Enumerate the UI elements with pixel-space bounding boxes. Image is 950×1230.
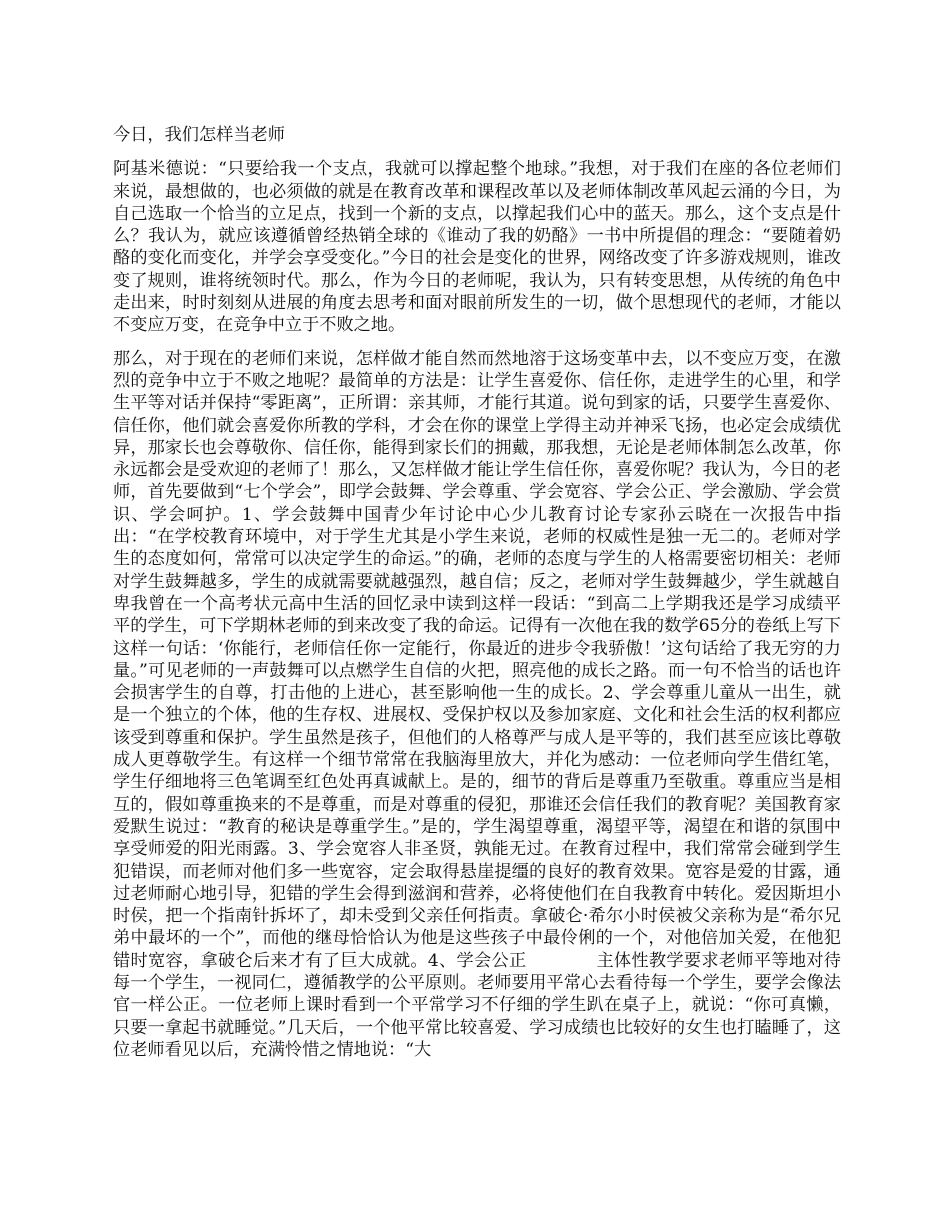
document-title: 今日，我们怎样当老师 (113, 125, 285, 145)
paragraph: 阿基米德说：“只要给我一个支点，我就可以撑起整个地球。”我想，对于我们在座的各位老师们来说，最想做的，也必须做的就是在教育改革和课程改革以及老师体制改革风起云涌的今日，为自己选取一个恰当的立足点，找到一个新的支点，以撑起我们心中的蓝天。那么，这个支点是什么？我认为，就应该遵循曾经热销全球的《谁动了我的奶酪》一书中所提倡的理念：“要随着奶酪的变化而变化，并学会享受变化。”今日的社会是变化的世界，网络改变了许多游戏规则，谁改变了规则，谁将统领时代。那么，作为今日的老师呢，我认为，只有转变思想，从传统的角色中走出来，时时刻刻从进展的角度去思考和面对眼前所发生的一切，做个思想现代的老师，才能以不变应万变，在竞争中立于不败之地。 (113, 159, 841, 336)
document-body (113, 124, 841, 1072)
paragraph: 那么，对于现在的老师们来说，怎样做才能自然而然地溶于这场变革中去，以不变应万变，在激烈的竞争中立于不败之地呢？最简单的方法是：让学生喜爱你、信任你，走进学生的心里，和学生平等对话并保持“零距离”，正所谓：亲其师，才能行其道。说句到家的话，只要学生喜爱你、信任你，他们就会喜爱你所教的学科，才会在你的课堂上学得主动并神采飞扬，也必定会成绩优异，那家长也会尊敬你、信任你，能得到家长们的拥戴，那我想，无论是老师体制怎么改革，你永远都会是受欢迎的老师了！那么，又怎样做才能让学生信任你，喜爱你呢？我认为，今日的老师，首先要做到“七个学会”，即学会鼓舞、学会尊重、学会宽容、学会公正、学会激励、学会赏识、学会呵护。1、学会鼓舞中国青少年讨论中心少儿教育讨论专家孙云晓在一次报告中指出：“在学校教育环境中，对于学生尤其是小学生来说，老师的权威性是独一无二的。老师对学生的态度如何，常常可以决定学生的命运。”的确，老师的态度与学生的人格需要密切相关：老师对学生鼓舞越多，学生的成就需要就越强烈，越自信；反之，老师对学生鼓舞越少，学生就越自卑我曾在一个高考状元高中生活的回忆录中读到这样一段话：“到高二上学期我还是学习成绩平平的学生，可下学期林老师的到来改变了我的命运。记得有一次他在我的数学65分的卷纸上写下这样一句话：‘你能行，老师信任你一定能行，你最近的进步令我骄傲！’这句话给了我无穷的力量。”可见老师的一声鼓舞可以点燃学生自信的火把，照亮他的成长之路。而一句不恰当的话也许会损害学生的自尊，打击他的上进心，甚至影响他一生的成长。2、学会尊重儿童从一出生，就是一个独立的个体，他的生存权、进展权、受保护权以及参加家庭、文化和社会生活的权利都应该受到尊重和保护。学生虽然是孩子，但他们的人格尊严与成人是平等的，我们甚至应该比尊敬成人更尊敬学生。有这样一个细节常常在我脑海里放大，并化为感动：一位老师向学生借红笔，学生仔细地将三色笔调至红色处再真诚献上。是的，细节的背后是尊重乃至敬重。尊重应当是相互的，假如尊重换来的不是尊重，而是对尊重的侵犯，那谁还会信任我们的教育呢？美国教育家爱默生说过：“教育的秘诀是尊重学生。”是的，学生渴望尊重，渴望平等，渴望在和谐的氛围中享受师爱的阳光雨露。3、学会宽容人非圣贤，孰能无过。在教育过程中，我们常常会碰到学生犯错误，而老师对他们多一些宽容，定会取得悬崖提缰的良好的教育效果。宽容是爱的甘露，通过老师耐心地引导，犯错的学生会得到滋润和营养，必将使他们在自我教育中转化。爱因斯坦小时侯，把一个指南针拆坏了，却未受到父亲任何指责。拿破仑·希尔小时侯被父亲称为是“希尔兄弟中最坏的一个”，而他的继母恰恰认为他是这些孩子中最伶俐的一个，对他倍加关爱，在他犯错时宽容，拿破仑后来才有了巨大成就。4、学会公正 主体性教学要求老师平等地对待每一个学生，一视同仁，遵循教学的公平原则。老师要用平常心去看待每一个学生，要学会像法官一样公正。一位老师上课时看到一个平常学习不仔细的学生趴在桌子上，就说：“你可真懒，只要一拿起书就睡觉。”几天后，一个他平常比较喜爱、学习成绩也比较好的女生也打瞌睡了，这位老师看见以后，充满怜惜之情地说：“大 (113, 348, 841, 1060)
